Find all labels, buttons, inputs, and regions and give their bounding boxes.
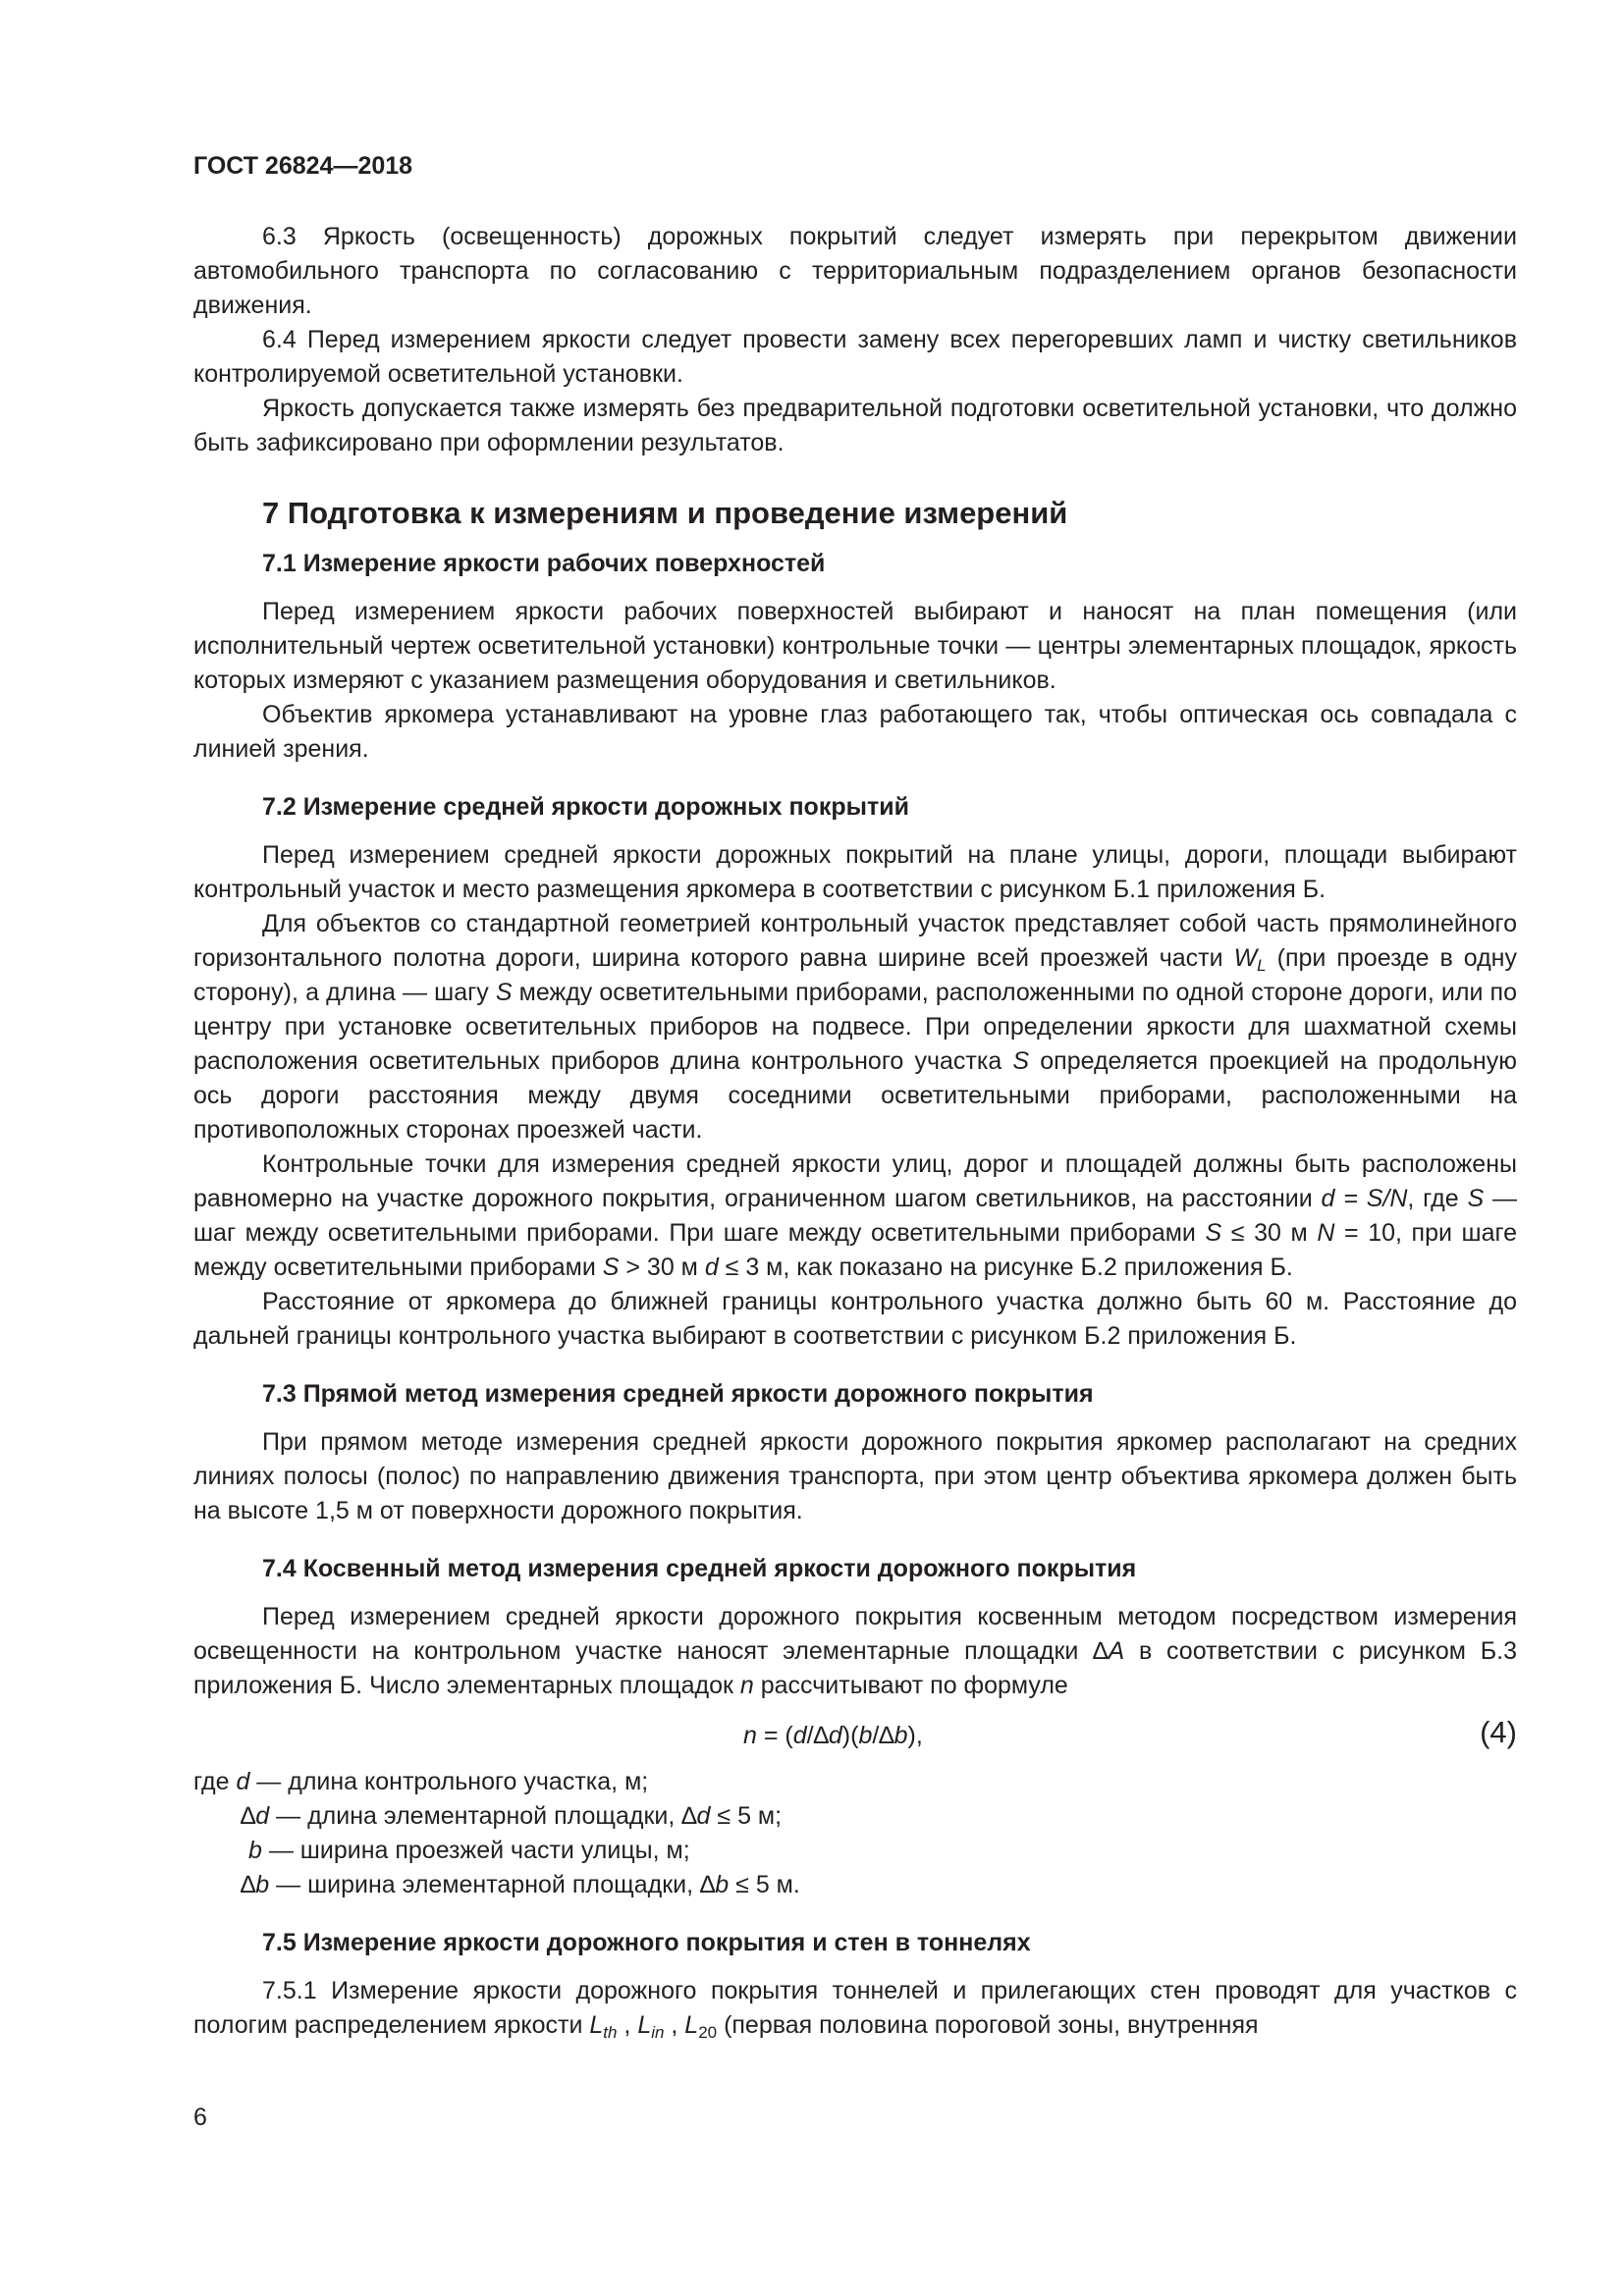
formula-number: (4)	[1480, 1715, 1517, 1749]
section-7-4-title: 7.4 Косвенный метод измерения средней яркости дорожного покрытия	[262, 1555, 1137, 1582]
page-number: 6	[193, 2104, 207, 2131]
section-7-3-title: 7.3 Прямой метод измерения средней яркости дорожного покрытия	[262, 1380, 1094, 1408]
paragraph-6-3: 6.3 Яркость (освещенность) дорожных покрытий следует измерять при перекрытом движении автомобильного транспорта по согласованию с территориальным подразделением органов безопасности движения.	[193, 223, 1517, 319]
formula-row	[193, 1715, 1517, 1753]
section-7-1-title: 7.1 Измерение яркости рабочих поверхностей	[262, 550, 826, 577]
formula-legend	[193, 1765, 1517, 1902]
paragraph-7-1-a: Перед измерением яркости рабочих поверхностей выбирают и наносят на план помещения (или исполнительный чертеж осветительной установки) контрольные точки — центры элементарных площадок, яркость которых измеряют с указанием размещения оборудования и светильников.	[193, 598, 1517, 694]
paragraph-7-2-c: Контрольные точки для измерения средней яркости улиц, дорог и площадей должны быть расположены равномерно на участке дорожного покрытия, ограниченном шагом светильников, на расстоянии d = S/N, где S — шаг между осветительными приборами. При шаге между осветительными приборами S ≤ 30 м N = 10, при шаге между осветительными приборами S > 30 м d ≤ 3 м, как показано на рисунке Б.2 приложения Б.	[193, 1150, 1517, 1281]
paragraph-7-5-1: 7.5.1 Измерение яркости дорожного покрытия тоннелей и прилегающих стен проводят для участков с пологим распределением яркости $L_{th}$ , $L_{in}$ , $L_{20}$ (первая половина пороговой зоны, внутренняя	[193, 1977, 1517, 2042]
paragraph-6-4-note: Яркость допускается также измерять без предварительной подготовки осветительной установки, что должно быть зафиксировано при оформлении результатов.	[193, 395, 1517, 456]
section-7-title: 7 Подготовка к измерениям и проведение измерений	[262, 496, 1068, 530]
paragraph-6-4: 6.4 Перед измерением яркости следует провести замену всех перегоревших ламп и чистку светильников контролируемой осветительной установки.	[193, 326, 1517, 388]
paragraph-7-2-a: Перед измерением средней яркости дорожных покрытий на плане улицы, дороги, площади выбирают контрольный участок и место размещения яркомера в соответствии с рисунком Б.1 приложения Б.	[193, 841, 1517, 903]
section-7-2-title: 7.2 Измерение средней яркости дорожных покрытий	[262, 793, 909, 821]
paragraph-7-3: При прямом методе измерения средней яркости дорожного покрытия яркомер располагают на средних линиях полосы (полос) по направлению движения транспорта, при этом центр объектива яркомера должен быть на высоте 1,5 м от поверхности дорожного покрытия.	[193, 1428, 1517, 1524]
legend-delta-d: ∆d — длина элементарной площадки, ∆d ≤ 5 м;	[241, 1802, 783, 1830]
legend-d: где d — длина контрольного участка, м;	[193, 1768, 649, 1795]
formula: n = (d/∆d)(b/∆b),	[743, 1722, 923, 1749]
legend-b: b — ширина проезжей части улицы, м;	[248, 1837, 690, 1864]
document-header: ГОСТ 26824—2018	[193, 152, 413, 180]
paragraph-7-2-d: Расстояние от яркомера до ближней границы контрольного участка должно быть 60 м. Расстояние до дальней границы контрольного участка выбирают в соответствии с рисунком Б.2 приложения Б.	[193, 1288, 1517, 1350]
section-7-5-title: 7.5 Измерение яркости дорожного покрытия и стен в тоннелях	[262, 1929, 1031, 1956]
paragraph-7-1-b: Объектив яркомера устанавливают на уровне глаз работающего так, чтобы оптическая ось совпадала с линией зрения.	[193, 701, 1517, 763]
paragraph-7-4: Перед измерением средней яркости дорожного покрытия косвенным методом посредством измерения освещенности на контрольном участке наносят элементарные площадки ∆A в соответствии с рисунком Б.3 приложения Б. Число элементарных площадок n рассчитывают по формуле	[193, 1603, 1517, 1699]
document-body	[193, 220, 1517, 2043]
paragraph-7-2-b: Для объектов со стандартной геометрией контрольный участок представляет собой часть прямолинейного горизонтального полотна дороги, ширина которого равна ширине всей проезжей части $W_L$ (при проезде в одну сторону), а длина — шагу S между осветительными приборами, расположенными по одной стороне дороги, или по центру при установке осветительных приборов на подвесе. При определении яркости для шахматной схемы расположения осветительных приборов длина контрольного участка S определяется проекцией на продольную ось дороги расстояния между двумя соседними осветительными приборами, расположенными на противоположных сторонах проезжей части.	[193, 910, 1517, 1144]
legend-delta-b: ∆b — ширина элементарной площадки, ∆b ≤ 5 м.	[241, 1871, 800, 1898]
